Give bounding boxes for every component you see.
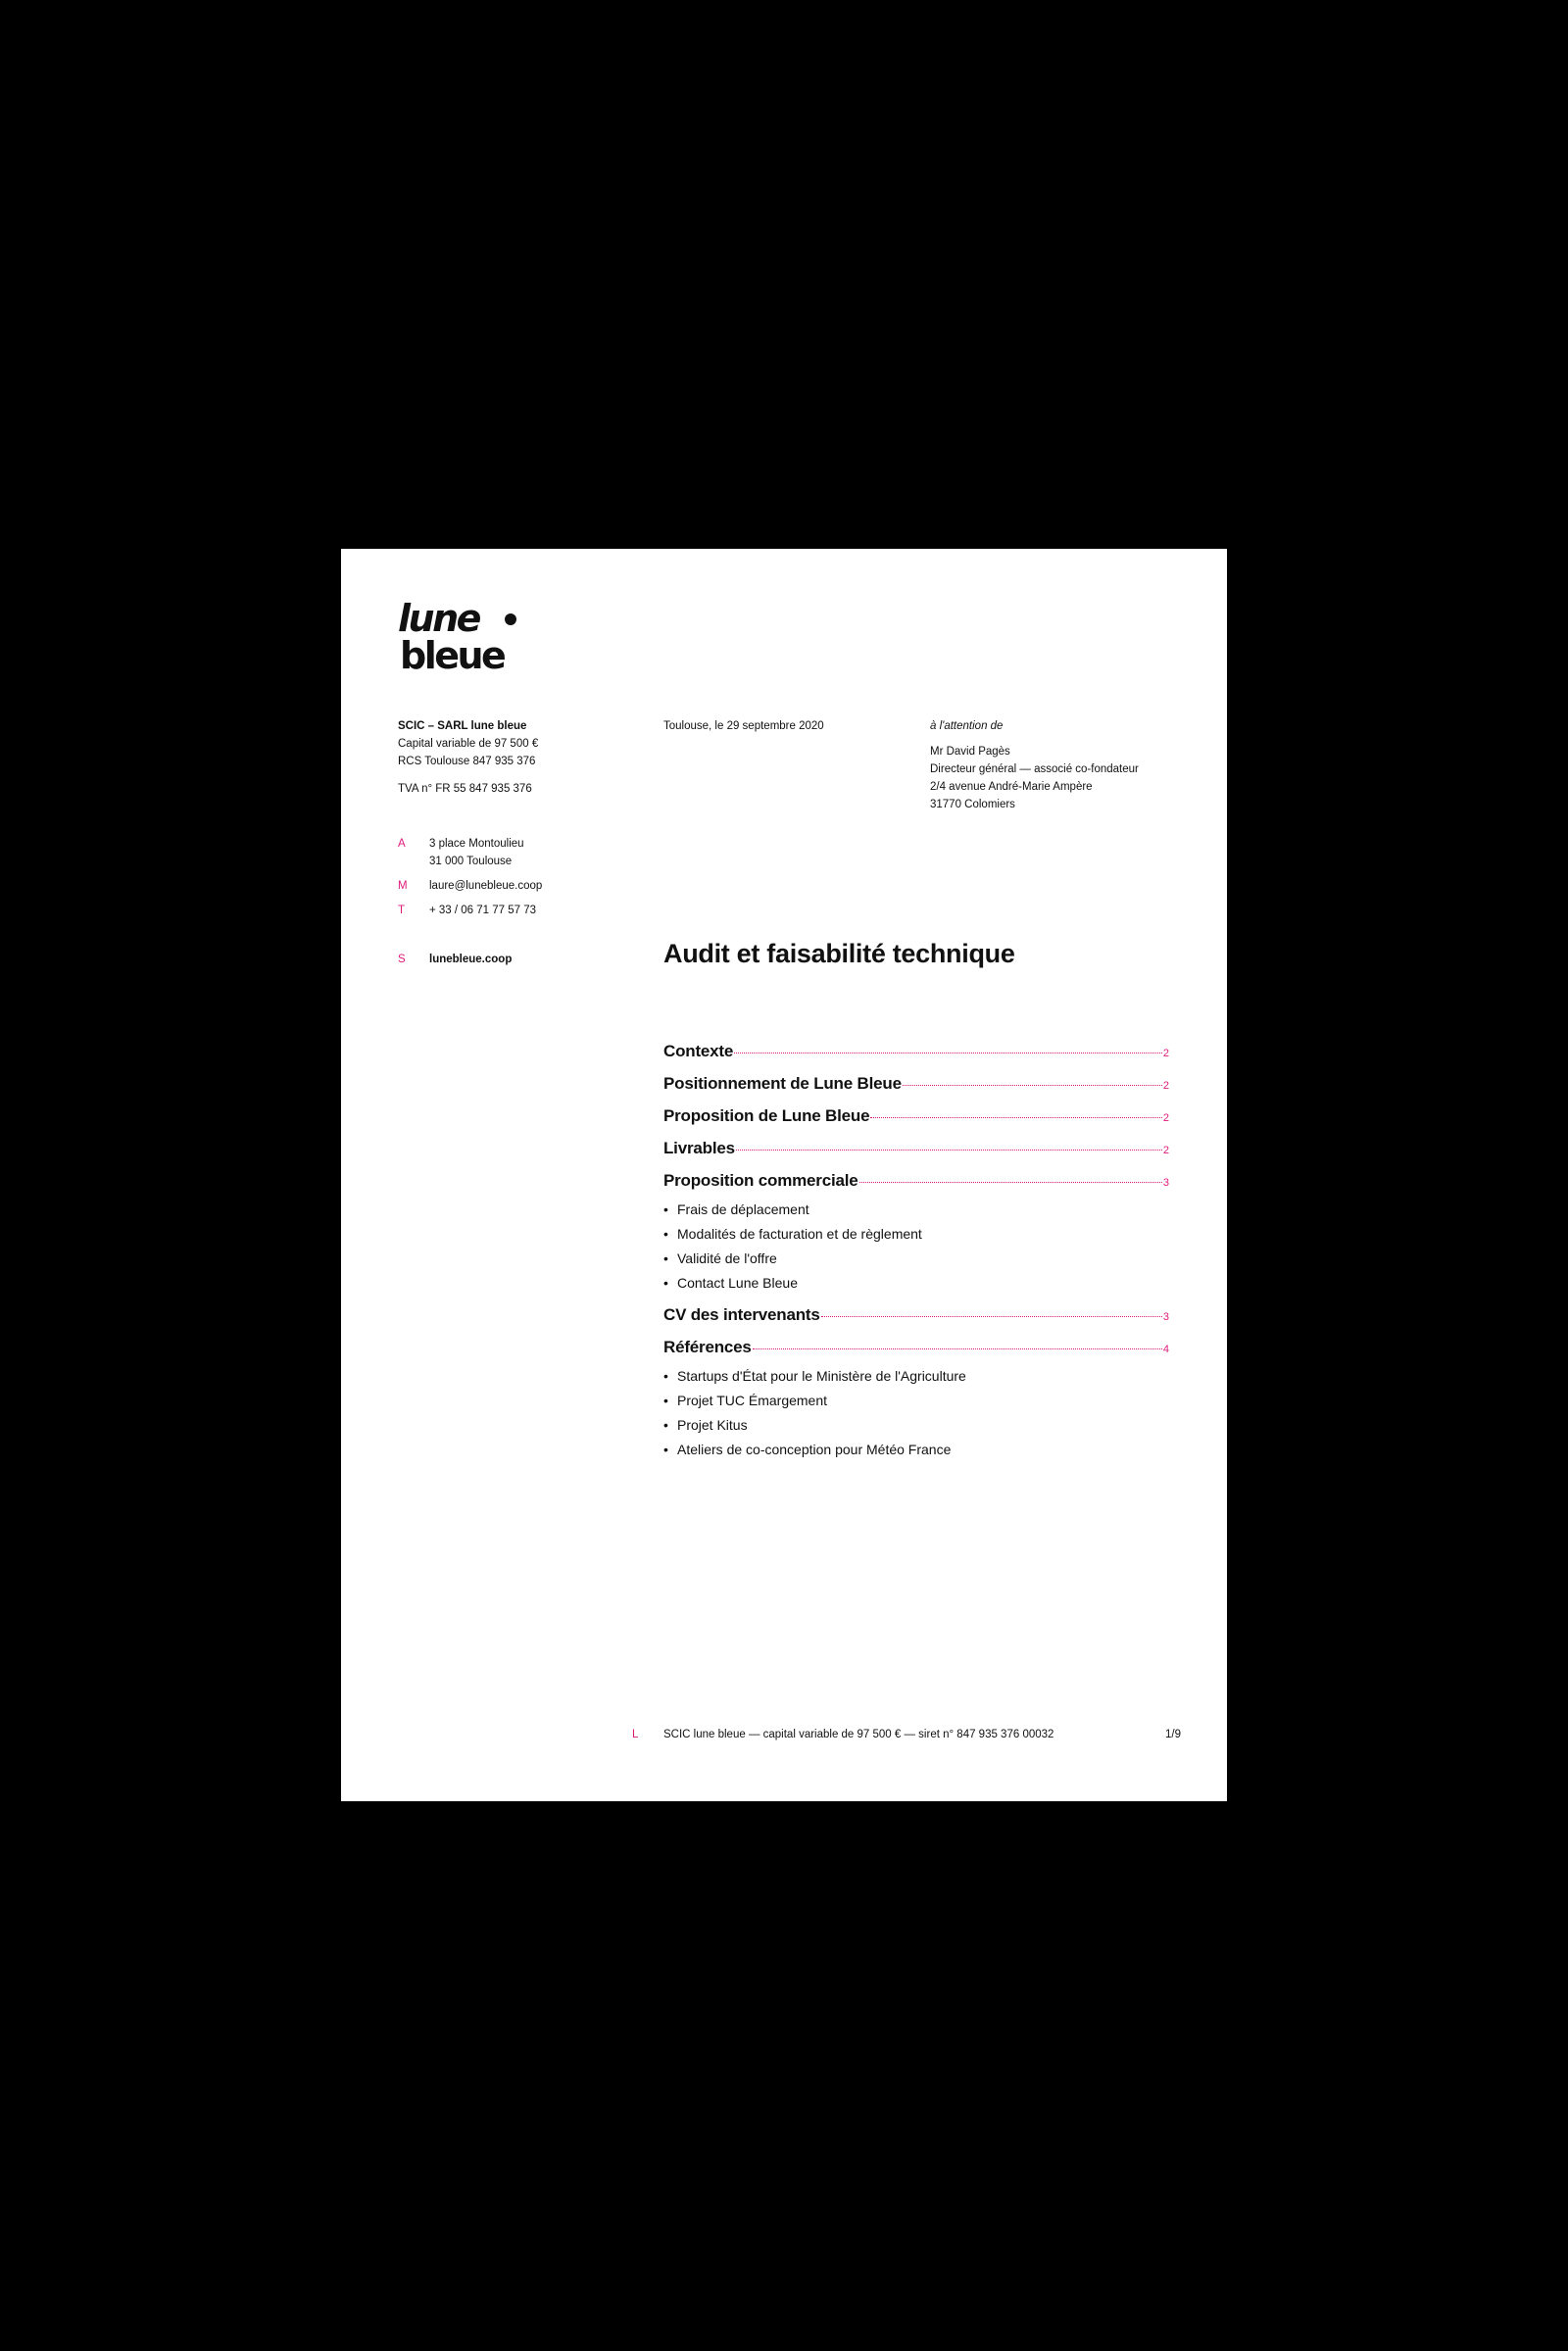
footer-text: SCIC lune bleue — capital variable de 97 500 € — siret n° 847 935 376 00032 <box>663 1729 1054 1740</box>
contact-block <box>398 835 633 975</box>
address-line-2: 31 000 Toulouse <box>429 856 513 867</box>
toc-sublist <box>663 1364 1169 1462</box>
toc-subitem[interactable]: • Ateliers de co-conception pour Météo France <box>663 1438 1169 1462</box>
toc-entry-page: 3 <box>1162 1177 1169 1189</box>
contact-mail <box>398 877 633 895</box>
address-line-1: 3 place Montoulieu <box>429 838 524 850</box>
toc-entry-page: 2 <box>1162 1080 1169 1092</box>
document-title: Audit et faisabilité technique <box>663 939 1015 968</box>
company-capital: Capital variable de 97 500 € <box>398 738 539 750</box>
recipient-block <box>930 717 1185 813</box>
toc-entry-page: 2 <box>1162 1145 1169 1156</box>
toc-entry-title: Positionnement de Lune Bleue <box>663 1074 902 1093</box>
company-name: SCIC – SARL lune bleue <box>398 720 527 732</box>
toc-entry-page: 2 <box>1162 1048 1169 1059</box>
toc-entry[interactable] <box>663 1106 1169 1126</box>
attention-label: à l'attention de <box>930 720 1004 732</box>
toc-entry[interactable] <box>663 1074 1169 1094</box>
toc-entry[interactable] <box>663 1042 1169 1061</box>
toc-leader <box>821 1316 1162 1317</box>
page-footer <box>632 1729 1181 1740</box>
page-number: 1/9 <box>1165 1729 1181 1740</box>
toc-leader <box>753 1348 1162 1349</box>
footer-key: L <box>632 1729 639 1740</box>
address-key: A <box>398 838 406 850</box>
phone-number[interactable]: + 33 / 06 71 77 57 73 <box>429 905 537 916</box>
toc-subitem[interactable]: • Projet Kitus <box>663 1413 1169 1438</box>
logo-line-1: lune <box>398 597 479 640</box>
table-of-contents <box>663 1042 1169 1472</box>
contact-address <box>398 835 633 870</box>
toc-entry-title: CV des intervenants <box>663 1305 820 1324</box>
toc-entry[interactable] <box>663 1338 1169 1357</box>
logo-line-2: bleue <box>400 634 505 677</box>
mail-key: M <box>398 880 408 892</box>
toc-entry-title: Contexte <box>663 1042 734 1060</box>
toc-entry[interactable] <box>663 1171 1169 1191</box>
mail-link[interactable]: laure@lunebleue.coop <box>429 880 543 892</box>
site-key: S <box>398 954 406 965</box>
toc-subitem[interactable]: • Frais de déplacement <box>663 1198 1169 1222</box>
toc-entry-page: 3 <box>1162 1311 1169 1323</box>
letter-date: Toulouse, le 29 septembre 2020 <box>663 720 824 732</box>
contact-site <box>398 951 633 968</box>
company-tva: TVA n° FR 55 847 935 376 <box>398 783 532 795</box>
recipient-name: Mr David Pagès <box>930 746 1010 758</box>
lune-bleue-logo <box>398 597 525 684</box>
toc-subitem[interactable]: • Startups d'État pour le Ministère de l'Agriculture <box>663 1364 1169 1389</box>
contact-phone <box>398 902 633 919</box>
toc-leader <box>859 1182 1162 1183</box>
toc-sublist <box>663 1198 1169 1296</box>
document-page <box>341 549 1227 1801</box>
recipient-role: Directeur général — associé co-fondateur <box>930 763 1139 775</box>
recipient-street: 2/4 avenue André-Marie Ampère <box>930 781 1093 793</box>
toc-leader <box>870 1117 1162 1118</box>
toc-entry[interactable] <box>663 1305 1169 1325</box>
toc-subitem[interactable]: • Validité de l'offre <box>663 1247 1169 1271</box>
company-rcs: RCS Toulouse 847 935 376 <box>398 756 536 767</box>
toc-leader <box>736 1150 1162 1151</box>
recipient-city: 31770 Colomiers <box>930 799 1015 810</box>
toc-leader <box>903 1085 1162 1086</box>
toc-entry-page: 2 <box>1162 1112 1169 1124</box>
toc-entry[interactable] <box>663 1139 1169 1158</box>
toc-subitem[interactable]: • Contact Lune Bleue <box>663 1271 1169 1296</box>
site-link[interactable]: lunebleue.coop <box>429 954 513 965</box>
toc-subitem[interactable]: • Modalités de facturation et de règlement <box>663 1222 1169 1247</box>
toc-entry-title: Proposition de Lune Bleue <box>663 1106 870 1125</box>
toc-entry-title: Références <box>663 1338 752 1356</box>
company-info <box>398 717 623 798</box>
toc-entry-title: Proposition commerciale <box>663 1171 858 1190</box>
toc-entry-title: Livrables <box>663 1139 735 1157</box>
phone-key: T <box>398 905 406 916</box>
toc-subitem[interactable]: • Projet TUC Émargement <box>663 1389 1169 1413</box>
logo-dot <box>505 613 516 625</box>
toc-entry-page: 4 <box>1162 1344 1169 1355</box>
